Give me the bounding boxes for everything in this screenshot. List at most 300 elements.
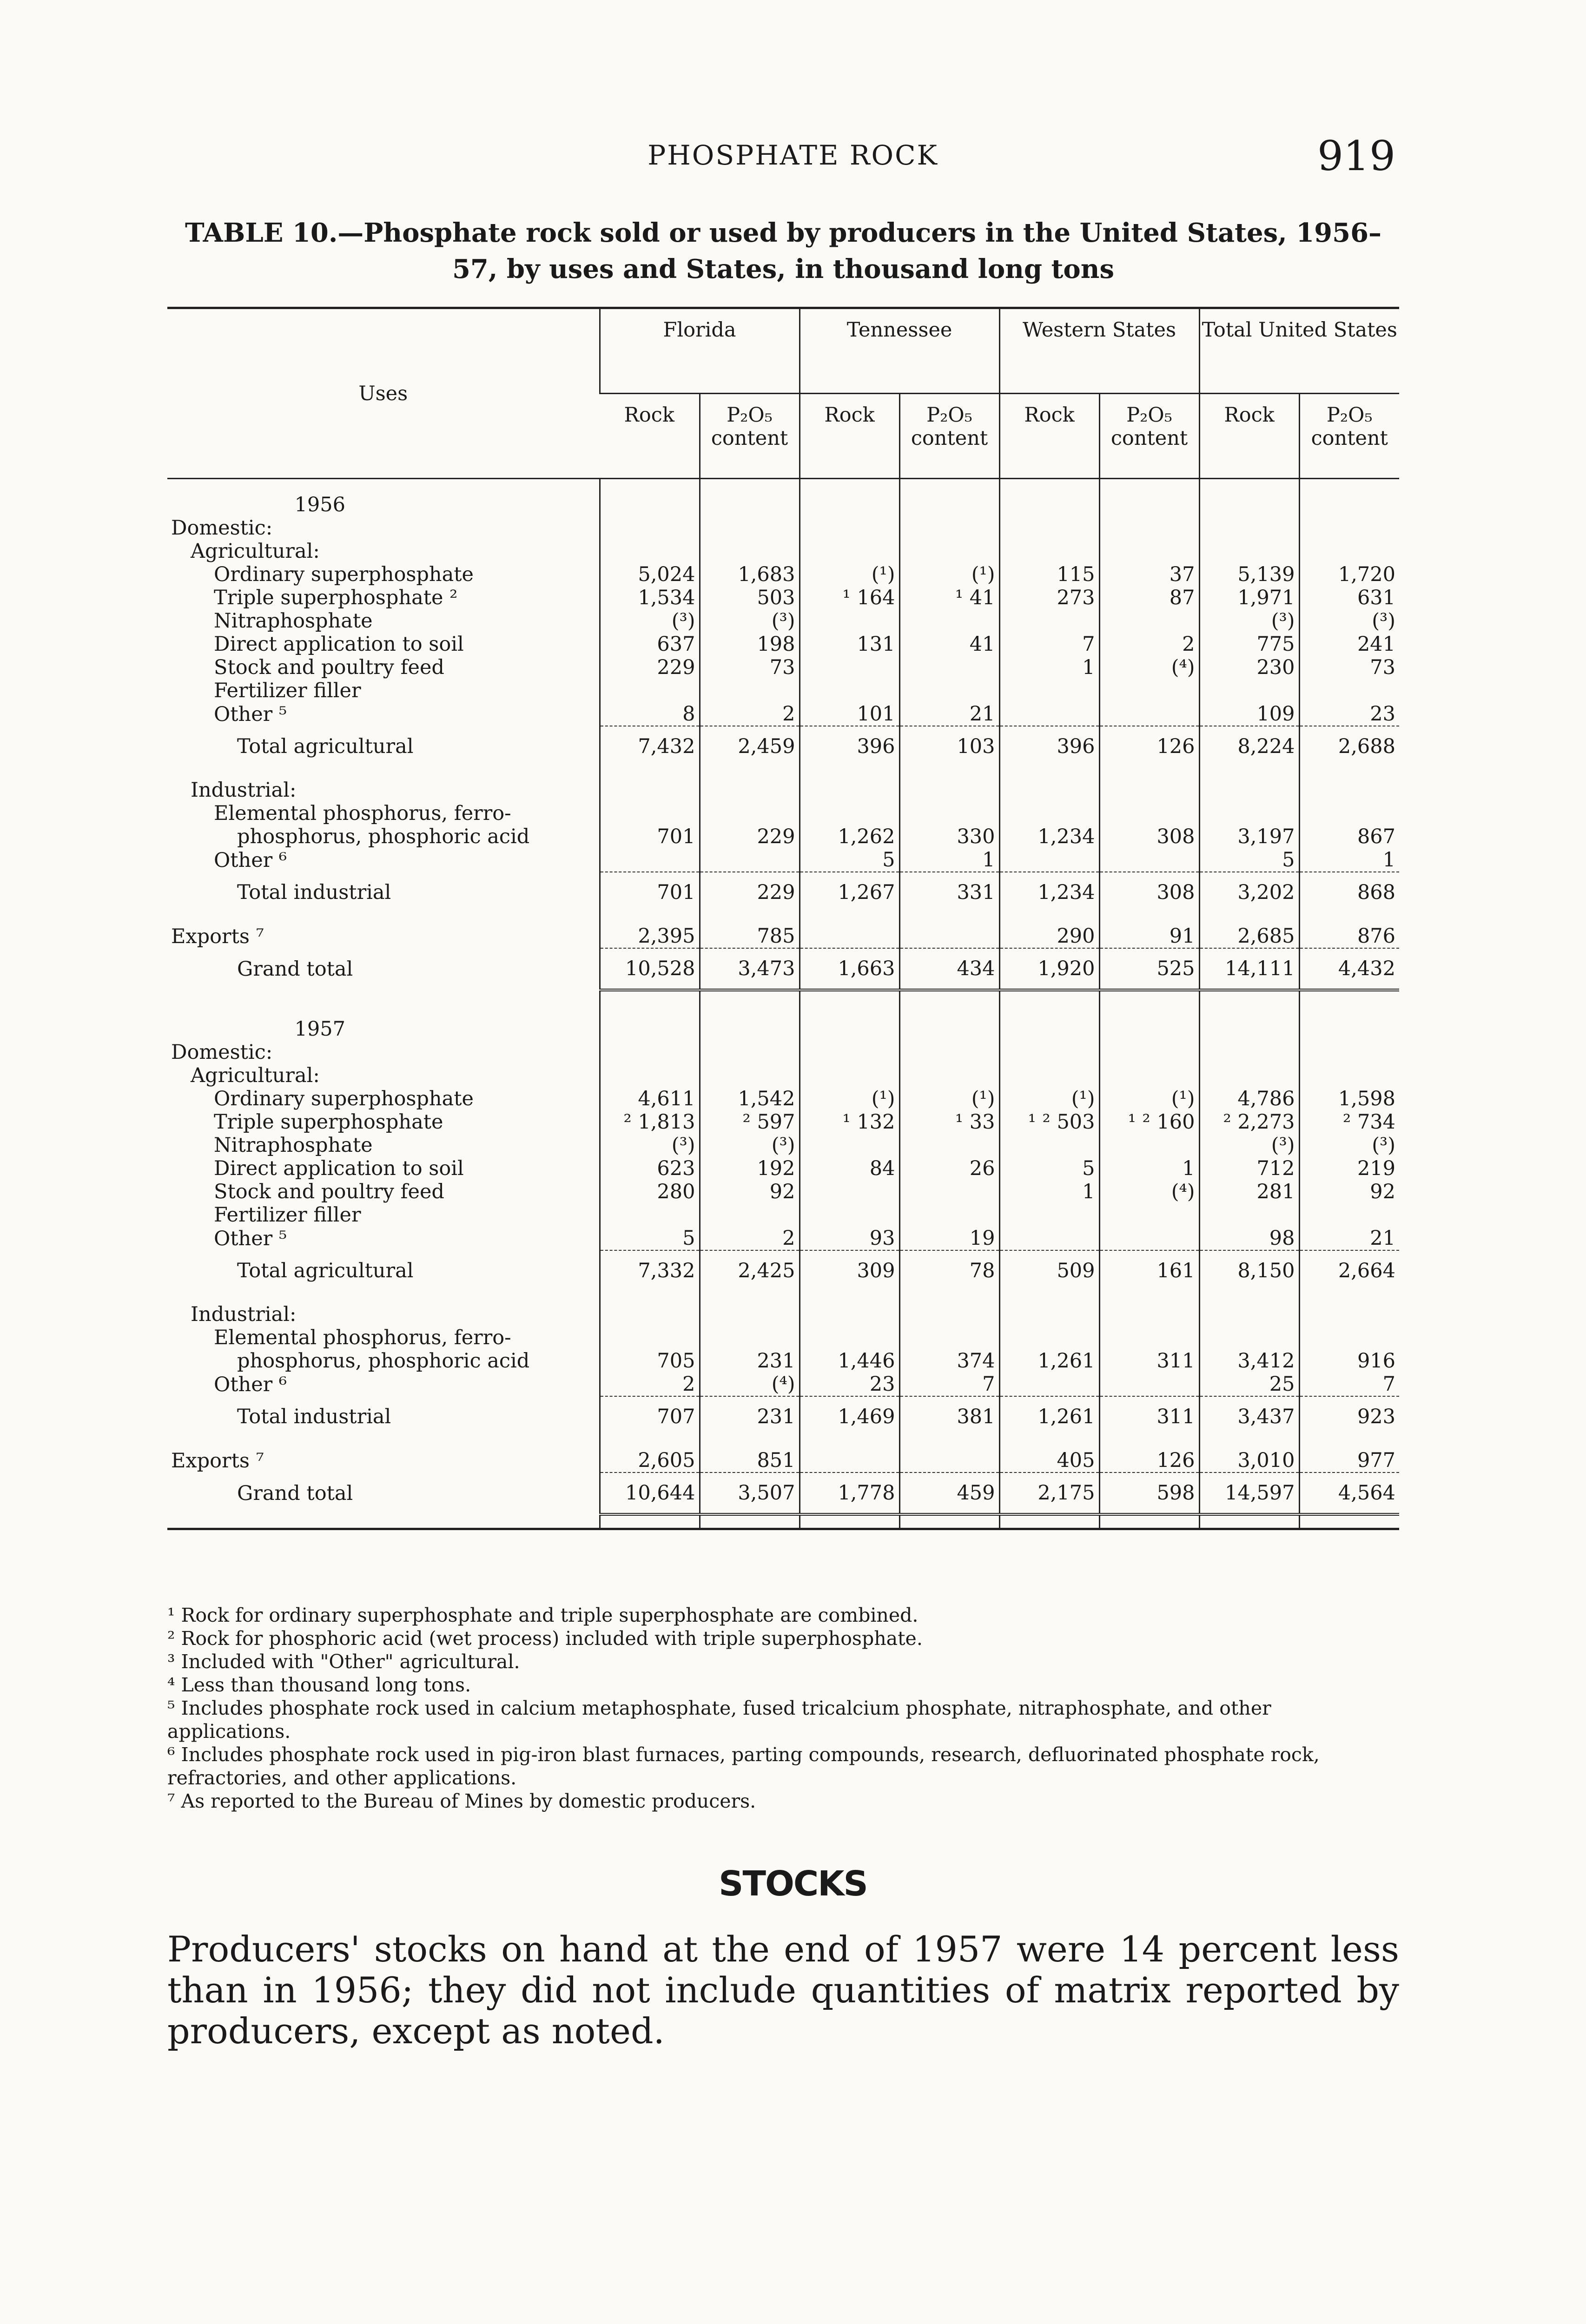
table-cell: 2	[1099, 633, 1199, 656]
table-cell: 3,010	[1199, 1449, 1299, 1472]
table-cell	[999, 802, 1099, 825]
table-cell: 229	[700, 872, 800, 912]
table-cell: 109	[1199, 702, 1299, 726]
table-cell	[1299, 779, 1399, 802]
table-cell: 78	[899, 1250, 999, 1291]
table-row	[167, 633, 1399, 656]
table-cell: (¹)	[800, 1087, 899, 1110]
table-cell: 192	[700, 1157, 800, 1180]
row-label: Fertilizer filler	[214, 1203, 361, 1227]
table-cell	[899, 1180, 999, 1203]
stocks-paragraph: Producers' stocks on hand at the end of 1957 were 14 percent less than in 1956; they did not include quantities of matrix reported by producers, except as noted.	[167, 1928, 1399, 2052]
spacer-cell	[1199, 766, 1299, 779]
table-cell	[999, 1064, 1099, 1087]
spacer-cell	[600, 1437, 700, 1449]
table-cell: ¹ ² 160	[1099, 1110, 1199, 1134]
table-row	[167, 656, 1399, 679]
row-label: Direct application to soil	[214, 1157, 464, 1180]
table-cell	[800, 1041, 899, 1064]
table-cell	[899, 540, 999, 563]
table-cell: 1,920	[999, 948, 1099, 990]
spacer-cell	[167, 990, 600, 1004]
table-cell	[899, 656, 999, 679]
table-cell: 21	[1299, 1227, 1399, 1250]
table-cell: 331	[899, 872, 999, 912]
subheader-p2o5: P₂O₅ content	[700, 394, 800, 479]
spacer-cell	[167, 912, 600, 924]
table-cell: 3,197	[1199, 825, 1299, 848]
table-cell	[600, 1303, 700, 1326]
table-cell: 396	[800, 726, 899, 766]
table-cell: 503	[700, 586, 800, 609]
spacer-row	[167, 912, 1399, 924]
uses-header: Uses	[167, 308, 600, 479]
table-cell	[899, 516, 999, 540]
table-cell	[1099, 779, 1199, 802]
table-cell: 2,425	[700, 1250, 800, 1291]
row-label: Ordinary superphosphate	[214, 563, 474, 586]
table-cell: 712	[1199, 1157, 1299, 1180]
spacer-cell	[1099, 912, 1199, 924]
table-cell	[899, 802, 999, 825]
table-cell: 868	[1299, 872, 1399, 912]
spacer-cell	[600, 1514, 700, 1529]
table-cell: 309	[800, 1250, 899, 1291]
spacer-cell	[1199, 990, 1299, 1004]
table-cell	[800, 540, 899, 563]
table-cell	[999, 779, 1099, 802]
table-cell	[1199, 540, 1299, 563]
table-cell: 876	[1299, 924, 1399, 948]
table-cell: 1,261	[999, 1349, 1099, 1373]
table-cell	[1199, 679, 1299, 702]
table-cell	[700, 1064, 800, 1087]
row-label: Nitraphosphate	[214, 609, 373, 633]
spacer-cell	[1199, 1291, 1299, 1303]
table-cell: 1,683	[700, 563, 800, 586]
table-cell	[999, 1303, 1099, 1326]
spacer-row	[167, 990, 1399, 1004]
table-cell	[800, 609, 899, 633]
table-cell	[899, 1041, 999, 1064]
table-cell: (¹)	[1099, 1087, 1199, 1110]
row-label: Fertilizer filler	[214, 679, 361, 702]
row-label: Other ⁵	[214, 1227, 287, 1250]
footnote: ⁷ As reported to the Bureau of Mines by domestic producers.	[167, 1790, 756, 1812]
table-cell: 1,663	[800, 948, 899, 990]
table-cell	[999, 1041, 1099, 1064]
table-cell: 8	[600, 702, 700, 726]
table-row	[167, 1449, 1399, 1472]
row-label: Agricultural:	[191, 540, 320, 563]
table-cell: 21	[899, 702, 999, 726]
table-cell	[899, 1203, 999, 1227]
table-cell: 1,534	[600, 586, 700, 609]
table-cell: 91	[1099, 924, 1199, 948]
spacer-cell	[1199, 1437, 1299, 1449]
spacer-cell	[899, 990, 999, 1004]
table-cell: 115	[999, 563, 1099, 586]
table-cell	[700, 1326, 800, 1349]
table-cell	[800, 679, 899, 702]
phosphate-rock-table	[167, 307, 1399, 1533]
subheader-p2o5: P₂O₅ content	[899, 394, 999, 479]
table-cell: (⁴)	[700, 1373, 800, 1396]
table-cell: ¹ 132	[800, 1110, 899, 1134]
table-cell: 308	[1099, 872, 1199, 912]
table-cell: 851	[700, 1449, 800, 1472]
table-cell	[1199, 1326, 1299, 1349]
table-cell: 14,597	[1199, 1472, 1299, 1514]
table-cell: 231	[700, 1396, 800, 1437]
table-cell	[800, 479, 899, 517]
subheader-p2o5: P₂O₅ content	[1099, 394, 1199, 479]
table-cell: 25	[1199, 1373, 1299, 1396]
table-cell	[1299, 1004, 1399, 1041]
table-cell	[1099, 479, 1199, 517]
footnote: ⁴ Less than thousand long tons.	[167, 1674, 471, 1696]
table-cell: (⁴)	[1099, 1180, 1199, 1203]
table-cell: 92	[700, 1180, 800, 1203]
table-row	[167, 563, 1399, 586]
table-cell: 98	[1199, 1227, 1299, 1250]
table-cell	[1199, 1303, 1299, 1326]
table-cell	[600, 1004, 700, 1041]
table-body	[167, 479, 1399, 1529]
table-cell	[1299, 479, 1399, 517]
table-cell: (³)	[1299, 609, 1399, 633]
table-cell: 26	[899, 1157, 999, 1180]
table-row	[167, 702, 1399, 726]
table-cell: 916	[1299, 1349, 1399, 1373]
row-label: Elemental phosphorus, ferro-	[214, 1326, 511, 1349]
table-cell: 37	[1099, 563, 1199, 586]
year-row	[167, 1004, 1399, 1041]
table-cell: 10,644	[600, 1472, 700, 1514]
table-cell: 311	[1099, 1396, 1199, 1437]
table-cell	[1099, 1227, 1199, 1250]
table-cell: 4,432	[1299, 948, 1399, 990]
section-heading: STOCKS	[719, 1864, 867, 1904]
table-cell: 1,598	[1299, 1087, 1399, 1110]
table-row	[167, 872, 1399, 912]
row-label: Elemental phosphorus, ferro-	[214, 802, 511, 825]
table-cell: 1,234	[999, 872, 1099, 912]
row-label: Exports ⁷	[171, 1449, 264, 1472]
running-head: PHOSPHATE ROCK	[648, 139, 938, 171]
spacer-row	[167, 1291, 1399, 1303]
table-cell	[1099, 802, 1199, 825]
table-row	[167, 609, 1399, 633]
table-cell	[800, 1134, 899, 1157]
table-row	[167, 1472, 1399, 1514]
table-cell	[899, 1449, 999, 1472]
spacer-cell	[800, 1291, 899, 1303]
table-cell: ¹ 164	[800, 586, 899, 609]
table-row	[167, 1303, 1399, 1326]
spacer-row	[167, 1514, 1399, 1529]
table-cell: 41	[899, 633, 999, 656]
table-cell	[1099, 1373, 1199, 1396]
table-cell	[800, 802, 899, 825]
table-row	[167, 1087, 1399, 1110]
table-cell	[999, 516, 1099, 540]
table-cell: 2,605	[600, 1449, 700, 1472]
table-cell: 1,542	[700, 1087, 800, 1110]
table-cell: 631	[1299, 586, 1399, 609]
table-cell: (³)	[600, 609, 700, 633]
table-cell: 7	[1299, 1373, 1399, 1396]
table-cell: 5	[999, 1157, 1099, 1180]
spacer-cell	[899, 1291, 999, 1303]
table-cell	[700, 540, 800, 563]
row-label: Ordinary superphosphate	[214, 1087, 474, 1110]
table-cell: 3,507	[700, 1472, 800, 1514]
row-label: Other ⁵	[214, 702, 287, 726]
spacer-cell	[167, 766, 600, 779]
table-cell: 2,685	[1199, 924, 1299, 948]
table-cell	[600, 848, 700, 872]
subheader-p2o5: P₂O₅ content	[1299, 394, 1399, 479]
table-cell	[700, 1303, 800, 1326]
table-cell: 131	[800, 633, 899, 656]
row-label: Total agricultural	[237, 734, 414, 758]
spacer-cell	[1099, 766, 1199, 779]
subheader-rock: Rock	[600, 394, 700, 479]
table-cell	[999, 1134, 1099, 1157]
table-cell: ¹ ² 503	[999, 1110, 1099, 1134]
spacer-cell	[1099, 1514, 1199, 1529]
row-label: Industrial:	[191, 779, 297, 802]
table-cell	[600, 516, 700, 540]
table-cell: (³)	[1299, 1134, 1399, 1157]
table-cell: (³)	[1199, 1134, 1299, 1157]
row-label: 1957	[294, 1017, 345, 1041]
spacer-cell	[1299, 1514, 1399, 1529]
table-cell: 241	[1299, 633, 1399, 656]
table-cell: 1,267	[800, 872, 899, 912]
table-cell	[999, 1373, 1099, 1396]
table-cell	[600, 802, 700, 825]
table-cell	[800, 516, 899, 540]
group-header: Western States	[999, 308, 1199, 394]
table-row	[167, 802, 1399, 825]
table-cell	[999, 702, 1099, 726]
table-cell	[700, 1004, 800, 1041]
table-cell	[999, 479, 1099, 517]
table-cell	[1199, 1004, 1299, 1041]
spacer-cell	[700, 912, 800, 924]
year-row	[167, 479, 1399, 517]
table-cell: 73	[1299, 656, 1399, 679]
table-cell: 2,459	[700, 726, 800, 766]
table-cell: 1	[1099, 1157, 1199, 1180]
table-cell	[1299, 1326, 1399, 1349]
table-cell	[1299, 679, 1399, 702]
table-cell	[1299, 1064, 1399, 1087]
table-cell	[1099, 1064, 1199, 1087]
table-cell: 281	[1199, 1180, 1299, 1203]
spacer-cell	[999, 990, 1099, 1004]
table-cell: 4,786	[1199, 1087, 1299, 1110]
table-cell	[999, 1227, 1099, 1250]
table-cell: 273	[999, 586, 1099, 609]
table-cell: 701	[600, 825, 700, 848]
table-cell: 290	[999, 924, 1099, 948]
row-label: Exports ⁷	[171, 924, 264, 948]
spacer-cell	[600, 766, 700, 779]
table-row	[167, 1250, 1399, 1291]
table-cell	[800, 1326, 899, 1349]
footnote: ⁵ Includes phosphate rock used in calcium metaphosphate, fused tricalcium phosphate, nitraphosphate, and other applications.	[167, 1697, 1271, 1743]
row-label: Domestic:	[171, 516, 273, 540]
table-cell: 509	[999, 1250, 1099, 1291]
table-row	[167, 1134, 1399, 1157]
table-row	[167, 1110, 1399, 1134]
table-cell: ² 1,813	[600, 1110, 700, 1134]
spacer-cell	[899, 766, 999, 779]
table-cell	[1199, 479, 1299, 517]
spacer-cell	[999, 1514, 1099, 1529]
table-row	[167, 516, 1399, 540]
table-cell	[1199, 1064, 1299, 1087]
table-cell: 84	[800, 1157, 899, 1180]
spacer-cell	[999, 1437, 1099, 1449]
table-cell: 7,432	[600, 726, 700, 766]
table-cell	[1199, 1041, 1299, 1064]
table-cell: 229	[600, 656, 700, 679]
spacer-cell	[1299, 990, 1399, 1004]
spacer-cell	[600, 1291, 700, 1303]
table-cell: (¹)	[899, 563, 999, 586]
table-cell	[999, 540, 1099, 563]
table-cell: 525	[1099, 948, 1199, 990]
spacer-cell	[1199, 912, 1299, 924]
table-cell	[800, 1449, 899, 1472]
row-label: Stock and poultry feed	[214, 656, 444, 679]
table-cell: 1,778	[800, 1472, 899, 1514]
table-cell: 231	[700, 1349, 800, 1373]
table-cell	[700, 1041, 800, 1064]
table-cell	[700, 802, 800, 825]
table-cell	[600, 1041, 700, 1064]
subheader-rock: Rock	[1199, 394, 1299, 479]
table-cell	[999, 609, 1099, 633]
row-label: Domestic:	[171, 1041, 273, 1064]
table-cell	[999, 1326, 1099, 1349]
table-row	[167, 540, 1399, 563]
spacer-cell	[167, 1291, 600, 1303]
spacer-cell	[800, 766, 899, 779]
table-cell: 707	[600, 1396, 700, 1437]
table-cell	[700, 848, 800, 872]
table-cell	[600, 679, 700, 702]
table-cell: 3,437	[1199, 1396, 1299, 1437]
table-cell: ² 2,273	[1199, 1110, 1299, 1134]
table-cell: 3,202	[1199, 872, 1299, 912]
table-cell: 5,139	[1199, 563, 1299, 586]
table-container	[167, 307, 1399, 1533]
table-cell: 3,412	[1199, 1349, 1299, 1373]
table-cell: 977	[1299, 1449, 1399, 1472]
table-cell: 623	[600, 1157, 700, 1180]
table-row	[167, 679, 1399, 702]
table-cell: (¹)	[800, 563, 899, 586]
table-cell: 1,720	[1299, 563, 1399, 586]
table-cell	[600, 1326, 700, 1349]
table-cell	[1099, 1041, 1199, 1064]
table-cell: (³)	[700, 609, 800, 633]
table-row	[167, 726, 1399, 766]
table-cell	[1099, 848, 1199, 872]
table-cell: (¹)	[999, 1087, 1099, 1110]
row-label: Industrial:	[191, 1303, 297, 1326]
table-cell	[999, 848, 1099, 872]
row-label: Nitraphosphate	[214, 1134, 373, 1157]
table-cell: 103	[899, 726, 999, 766]
spacer-cell	[1199, 1514, 1299, 1529]
table-cell: 2	[700, 1227, 800, 1250]
spacer-cell	[600, 990, 700, 1004]
row-label: Grand total	[237, 957, 353, 981]
spacer-cell	[1299, 912, 1399, 924]
table-row	[167, 1396, 1399, 1437]
table-cell: 126	[1099, 726, 1199, 766]
table-cell	[800, 1064, 899, 1087]
table-cell	[700, 479, 800, 517]
table-cell	[700, 516, 800, 540]
spacer-cell	[700, 1437, 800, 1449]
spacer-cell	[1299, 1437, 1399, 1449]
table-cell: 405	[999, 1449, 1099, 1472]
table-cell: 2,395	[600, 924, 700, 948]
table-cell	[800, 1004, 899, 1041]
spacer-cell	[800, 912, 899, 924]
table-cell: 87	[1099, 586, 1199, 609]
table-cell	[899, 1004, 999, 1041]
row-label: Total industrial	[237, 880, 391, 904]
spacer-cell	[167, 1514, 600, 1529]
table-cell: (³)	[700, 1134, 800, 1157]
table-cell	[700, 1203, 800, 1227]
row-label: 1956	[294, 493, 345, 516]
table-cell: ² 597	[700, 1110, 800, 1134]
table-cell	[800, 656, 899, 679]
page-number: 919	[1317, 132, 1395, 180]
table-cell: 73	[700, 656, 800, 679]
table-cell	[600, 479, 700, 517]
spacer-cell	[800, 990, 899, 1004]
table-cell	[1099, 516, 1199, 540]
table-cell: ¹ 33	[899, 1110, 999, 1134]
table-cell	[899, 479, 999, 517]
table-cell	[999, 679, 1099, 702]
spacer-cell	[167, 1437, 600, 1449]
table-cell	[800, 1303, 899, 1326]
table-cell	[1299, 1303, 1399, 1326]
table-caption: TABLE 10.—Phosphate rock sold or used by producers in the United States, 1956–57, by uses and States, in thousand long tons	[185, 218, 1382, 284]
table-cell	[1099, 1004, 1199, 1041]
row-label: phosphorus, phosphoric acid	[237, 1349, 530, 1373]
row-label: Other ⁶	[214, 848, 287, 872]
table-cell	[700, 679, 800, 702]
spacer-cell	[1299, 1291, 1399, 1303]
table-cell: 867	[1299, 825, 1399, 848]
table-cell: 374	[899, 1349, 999, 1373]
table-cell: 1,446	[800, 1349, 899, 1373]
spacer-cell	[899, 1514, 999, 1529]
table-cell: 311	[1099, 1349, 1199, 1373]
